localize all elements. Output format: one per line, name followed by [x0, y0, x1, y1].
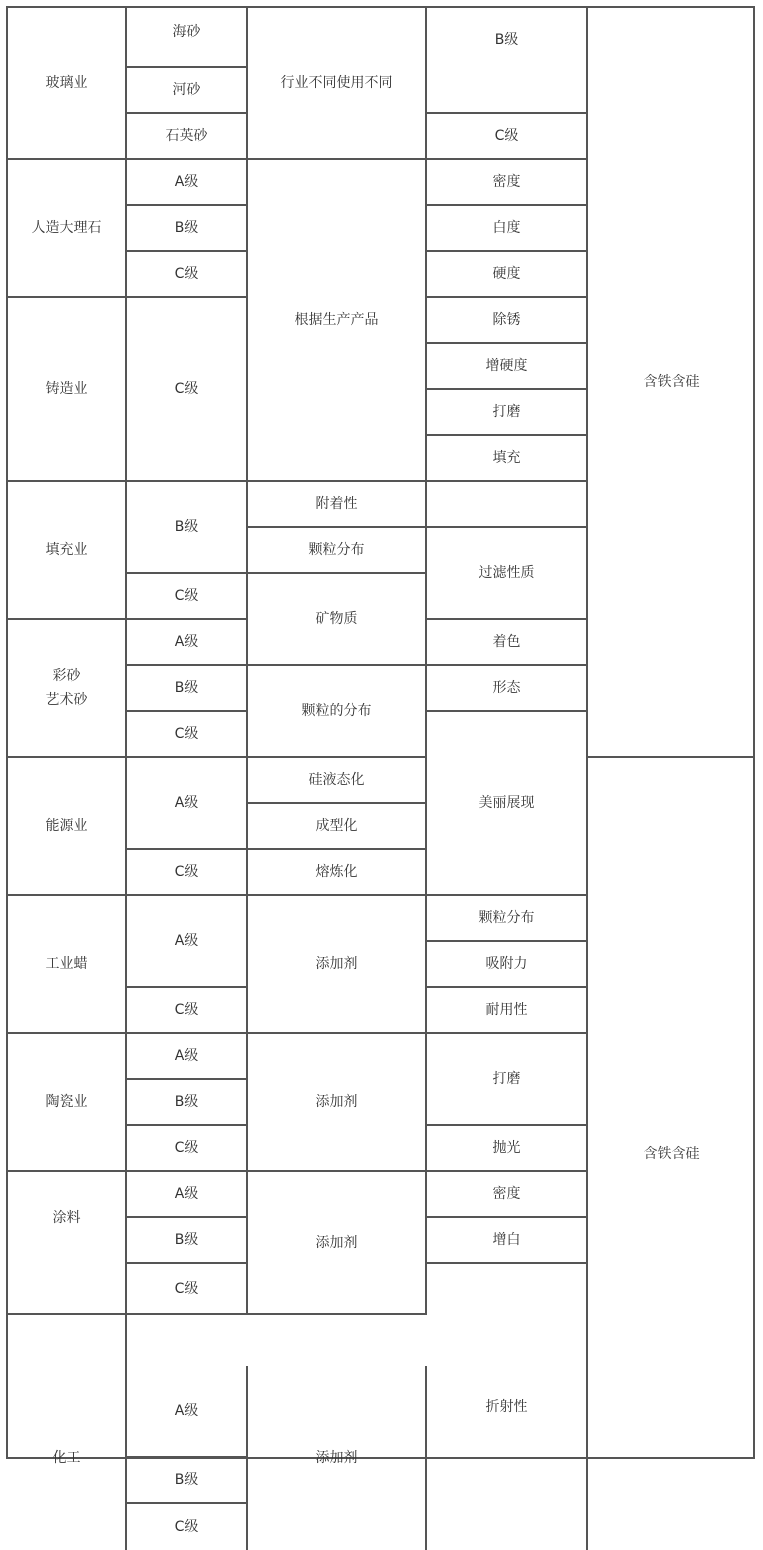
- requirement-cell: 添加剂: [248, 1366, 427, 1550]
- spacer-cell: [8, 1315, 127, 1366]
- grade-cell: C级: [127, 1504, 248, 1550]
- grade-cell: A级: [127, 1366, 248, 1458]
- property-cell: 颗粒分布: [427, 896, 588, 942]
- industry-cell: 涂料: [8, 1172, 127, 1315]
- grade-cell: A级: [127, 896, 248, 988]
- composition-cell: 含铁含硅: [643, 1146, 700, 1162]
- property-cell: 吸附力: [427, 942, 588, 988]
- grade-cell: B级: [127, 666, 248, 712]
- property-cell: 美丽展现: [427, 712, 588, 896]
- property-cell: 硬度: [427, 252, 588, 298]
- composition-cell: 含铁含硅: [588, 8, 755, 758]
- grade-cell: C级: [127, 712, 248, 758]
- property-cell: B级: [427, 8, 588, 114]
- requirement-cell: 添加剂: [248, 896, 427, 1034]
- industry-cell: 玻璃业: [8, 8, 127, 160]
- property-cell: 过滤性质: [427, 528, 588, 620]
- industry-cell: 陶瓷业: [8, 1034, 127, 1172]
- grade-cell: A级: [127, 620, 248, 666]
- grade-cell: B级: [127, 1458, 248, 1504]
- requirement-cell: 根据生产产品: [248, 160, 427, 482]
- grade-cell: A级: [127, 1172, 248, 1218]
- requirement-cell: 添加剂: [248, 1034, 427, 1172]
- property-cell: 耐用性: [427, 988, 588, 1034]
- requirement-cell: 添加剂: [248, 1172, 427, 1315]
- grade-cell: B级: [127, 482, 248, 574]
- property-cell: 密度: [427, 160, 588, 206]
- property-cell: 填充: [427, 436, 588, 482]
- property-cell: 折射性: [427, 1264, 588, 1550]
- requirement-cell: 颗粒分布: [248, 528, 427, 574]
- industry-sand-table: [6, 6, 755, 1535]
- grade-cell: C级: [127, 850, 248, 896]
- requirement-cell: 矿物质: [248, 574, 427, 666]
- industry-cell: 人造大理石: [8, 160, 127, 298]
- requirement-cell: 附着性: [248, 482, 427, 528]
- grade-cell: A级: [127, 758, 248, 850]
- requirement-cell: 熔炼化: [248, 850, 427, 896]
- grade-cell: A级: [127, 1034, 248, 1080]
- grade-cell: C级: [127, 252, 248, 298]
- property-cell: 除锈: [427, 298, 588, 344]
- grade-cell: C级: [127, 574, 248, 620]
- property-cell: 着色: [427, 620, 588, 666]
- grade-cell: C级: [127, 1126, 248, 1172]
- property-cell: 密度: [427, 1172, 588, 1218]
- requirement-cell: 硅液态化: [248, 758, 427, 804]
- grade-cell: C级: [127, 1264, 248, 1315]
- industry-cell: 工业蜡: [8, 896, 127, 1034]
- requirement-cell: 成型化: [248, 804, 427, 850]
- property-cell: [427, 482, 588, 528]
- grade-cell: C级: [127, 298, 248, 482]
- requirement-cell: 颗粒的分布: [248, 666, 427, 758]
- grade-cell: 河砂: [127, 68, 248, 114]
- industry-cell: 填充业: [8, 482, 127, 620]
- industry-cell: 铸造业: [8, 298, 127, 482]
- property-cell: 增白: [427, 1218, 588, 1264]
- grade-cell: 石英砂: [127, 114, 248, 160]
- industry-cell: 化工: [8, 1366, 127, 1550]
- property-cell: 抛光: [427, 1126, 588, 1172]
- grade-cell: C级: [127, 988, 248, 1034]
- industry-cell: 能源业: [8, 758, 127, 896]
- grade-cell: B级: [127, 1080, 248, 1126]
- grade-cell: B级: [127, 1218, 248, 1264]
- property-cell: C级: [427, 114, 588, 160]
- property-cell: 形态: [427, 666, 588, 712]
- property-cell: 增硬度: [427, 344, 588, 390]
- grade-cell: B级: [127, 206, 248, 252]
- property-cell: 白度: [427, 206, 588, 252]
- grade-cell: 海砂: [127, 8, 248, 68]
- property-cell: 打磨: [427, 390, 588, 436]
- grade-cell: A级: [127, 160, 248, 206]
- industry-cell: 彩砂 艺术砂: [8, 620, 127, 758]
- requirement-cell: 行业不同使用不同: [248, 8, 427, 160]
- property-cell: 打磨: [427, 1034, 588, 1126]
